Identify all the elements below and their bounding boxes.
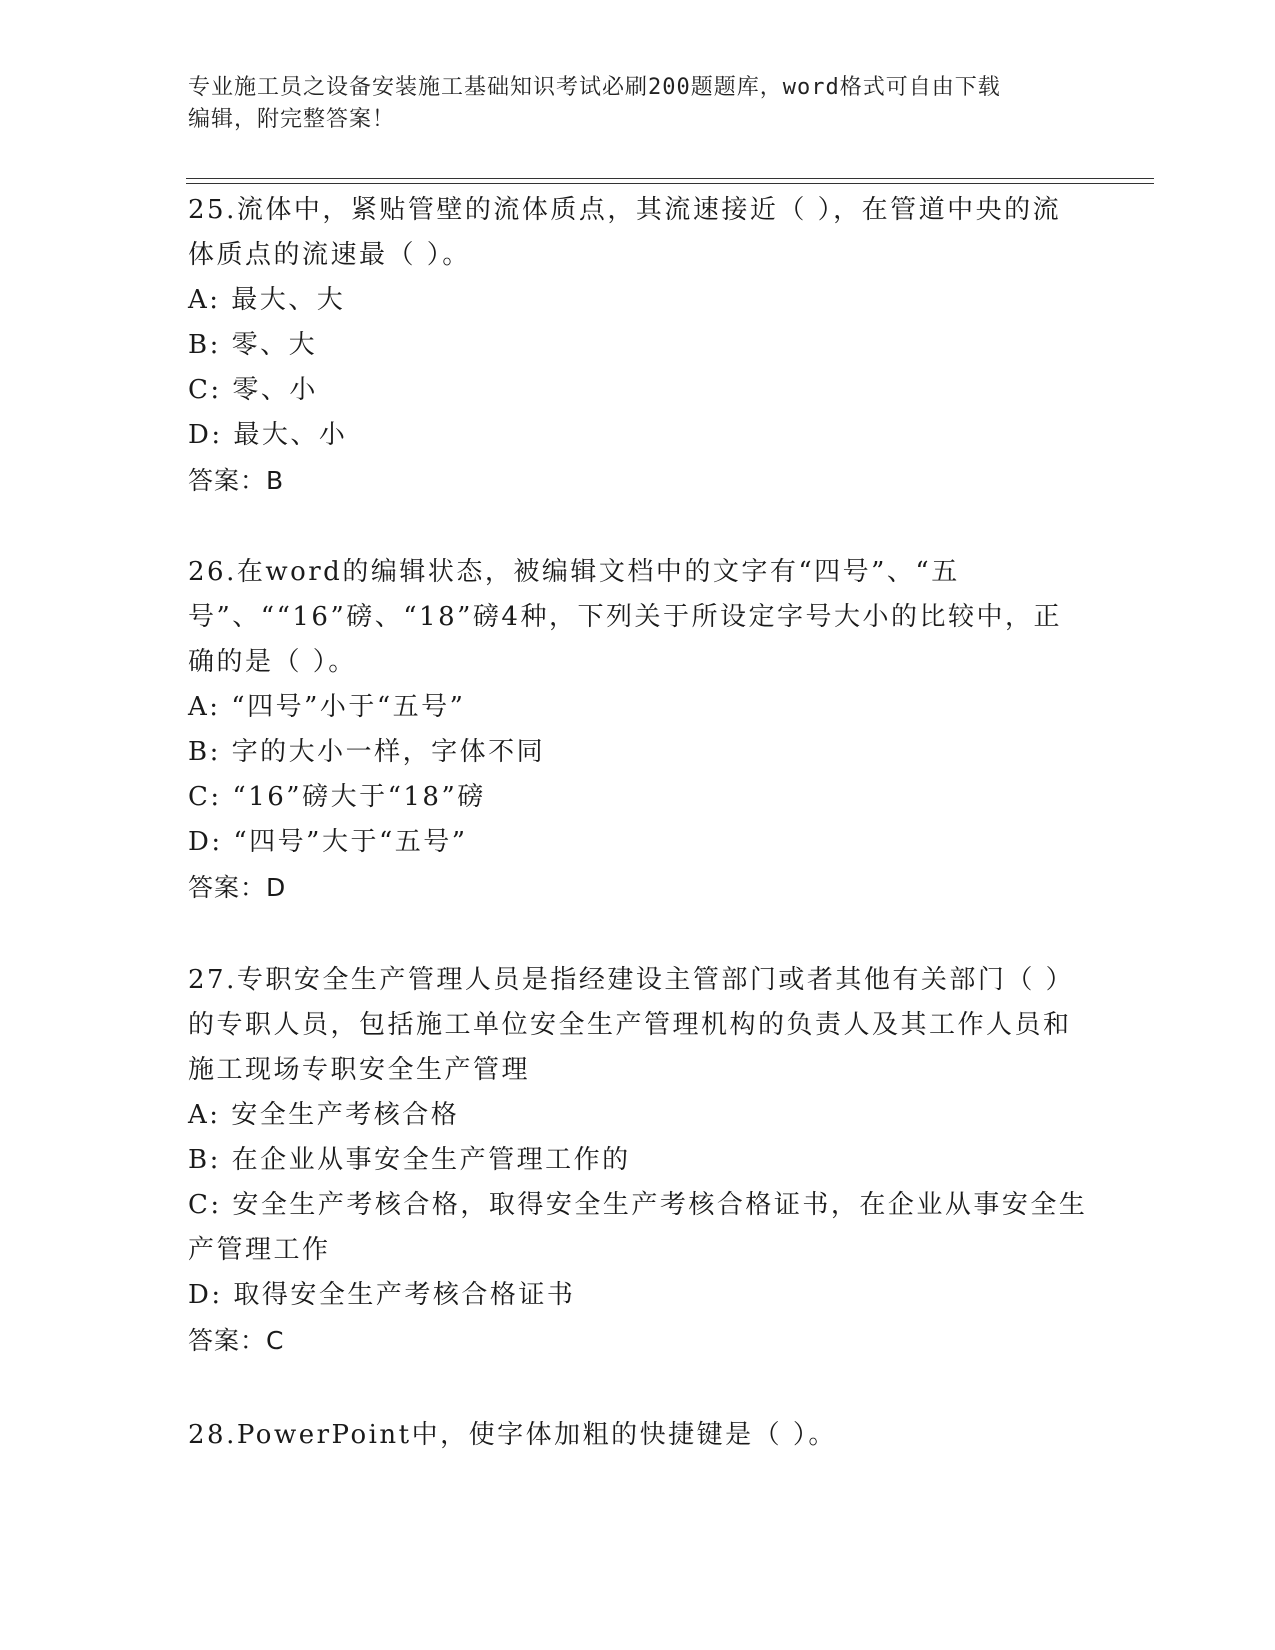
question-text: 25.流体中，紧贴管壁的流体质点，其流速接近（ ），在管道中央的流体质点的流速最（ ）。 — [188, 195, 1062, 270]
option-d: D: 最大、小 — [188, 420, 348, 450]
option-d: D: 取得安全生产考核合格证书 — [188, 1280, 576, 1310]
option-a: A: “四号”小于“五号” — [188, 692, 466, 722]
answer: 答案：C — [188, 1326, 285, 1355]
option-c: C: 零、小 — [188, 375, 318, 405]
option-d: D: “四号”大于“五号” — [188, 827, 468, 857]
option-a: A: 最大、大 — [188, 285, 346, 315]
question-25 — [188, 188, 1088, 503]
answer: 答案：D — [188, 873, 287, 902]
header-divider — [186, 178, 1154, 184]
option-b: B: 零、大 — [188, 330, 318, 360]
question-27 — [188, 958, 1088, 1363]
option-b: B: 在企业从事安全生产管理工作的 — [188, 1145, 631, 1175]
option-c: C: “16”磅大于“18”磅 — [188, 782, 486, 812]
question-text: 27.专职安全生产管理人员是指经建设主管部门或者其他有关部门（ ）的专职人员，包括施工单位安全生产管理机构的负责人及其工作人员和施工现场专职安全生产管理 — [188, 965, 1075, 1085]
header-title-line-2: 编辑，附完整答案！ — [188, 107, 396, 132]
question-text: 28.PowerPoint中，使字体加粗的快捷键是（ ）。 — [188, 1420, 837, 1450]
option-a: A: 安全生产考核合格 — [188, 1100, 460, 1130]
option-b: B: 字的大小一样，字体不同 — [188, 737, 546, 767]
header-title-line-1: 专业施工员之设备安装施工基础知识考试必刷200题题库，word格式可自由下载 — [188, 75, 1001, 100]
document-header — [188, 72, 1068, 136]
question-26 — [188, 550, 1088, 910]
question-28 — [188, 1413, 1088, 1458]
question-text: 26.在word的编辑状态，被编辑文档中的文字有“四号”、“五号”、““16”磅、“18”磅4种，下列关于所设定字号大小的比较中，正确的是（ ）。 — [188, 557, 1062, 677]
option-c: C: 安全生产考核合格，取得安全生产考核合格证书，在企业从事安全生产管理工作 — [188, 1190, 1088, 1265]
answer: 答案：B — [188, 466, 285, 495]
